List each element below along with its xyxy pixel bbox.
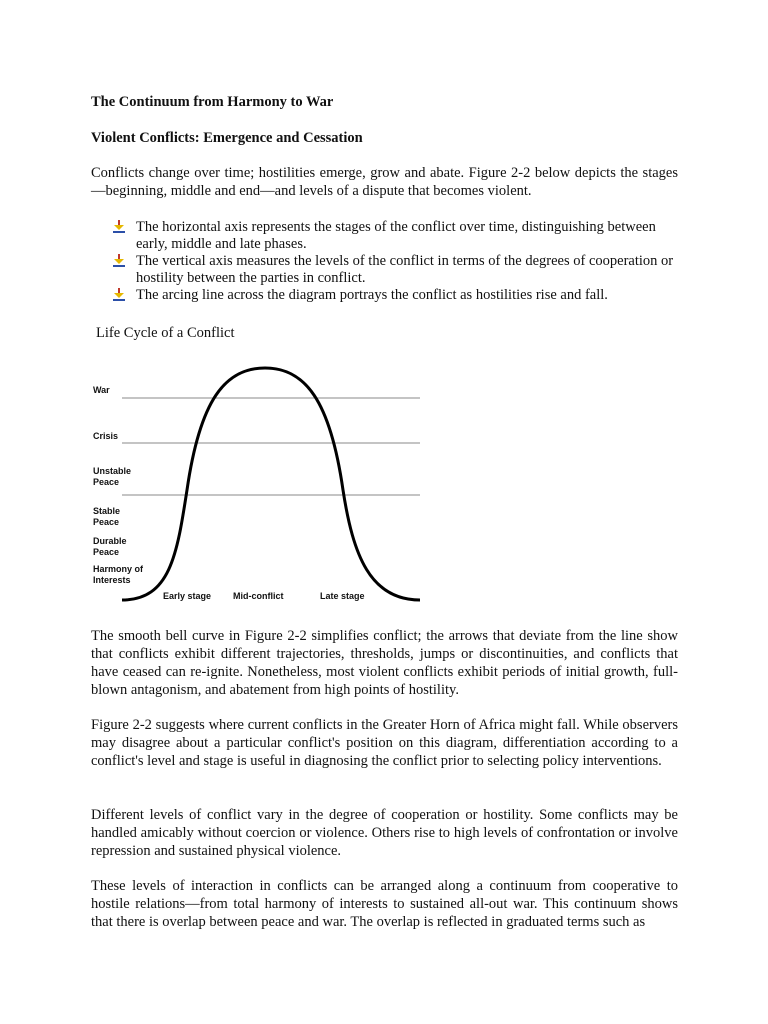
list-item xyxy=(112,287,678,304)
bullet-text: The vertical axis measures the levels of the conflict in terms of the degrees of cooperation or hostility between the parties in conflict. xyxy=(136,253,674,286)
stage-label-mid: Mid-conflict xyxy=(233,591,284,601)
level-label-durable-peace: Peace xyxy=(93,547,120,557)
conflict-lifecycle-diagram xyxy=(85,360,430,610)
list-item xyxy=(112,253,678,287)
paragraph-greater-horn: Figure 2-2 suggests where current conflicts in the Greater Horn of Africa might fall. While observers may disagree about a particular conflict's position on this diagram, differentiation according to a conflict's level and stage is useful in diagnosing the conflict prior to selecting policy interventions. xyxy=(91,717,678,769)
arrow-bullet-icon xyxy=(112,288,126,302)
paragraph-continuum: These levels of interaction in conflicts can be arranged along a continuum from cooperative to hostile relations—from total harmony of interests to sustained all-out war. This continuum shows that there is overlap between peace and war. The overlap is reflected in graduated terms such as xyxy=(91,878,678,930)
level-label-war: War xyxy=(93,385,110,395)
figure-title: Life Cycle of a Conflict xyxy=(96,325,235,341)
arrow-bullet-icon xyxy=(112,254,126,268)
conflict-bell-curve xyxy=(122,368,420,600)
stage-label-late: Late stage xyxy=(320,591,365,601)
level-label-stable-peace: Peace xyxy=(93,517,120,527)
level-label-interests: Interests xyxy=(93,575,131,585)
level-label-stable: Stable xyxy=(93,506,121,516)
section-subtitle: Violent Conflicts: Emergence and Cessation xyxy=(91,130,363,146)
level-label-harmony: Harmony of xyxy=(93,564,144,574)
bullet-text: The arcing line across the diagram portrays the conflict as hostilities rise and fall. xyxy=(136,287,608,303)
bullet-text: The horizontal axis represents the stages of the conflict over time, distinguishing between early, middle and late phases. xyxy=(136,219,656,252)
paragraph-bell-curve: The smooth bell curve in Figure 2-2 simplifies conflict; the arrows that deviate from the line show that conflicts exhibit different trajectories, thresholds, jumps or discontinuities, and conflicts that have ceased can re-ignite. Nonetheless, most violent conflicts exhibit periods of initial growth, full-blown antagonism, and abatement from high points of hostility. xyxy=(91,628,678,698)
list-item xyxy=(112,219,678,253)
level-label-unstable-peace: Peace xyxy=(93,477,120,487)
paragraph-levels: Different levels of conflict vary in the degree of cooperation or hostility. Some conflicts may be handled amicably without coercion or violence. Others rise to high levels of confrontation or involve repression and sustained physical violence. xyxy=(91,807,678,859)
intro-paragraph: Conflicts change over time; hostilities emerge, grow and abate. Figure 2-2 below depicts the stages—beginning, middle and end—and levels of a dispute that becomes violent. xyxy=(91,165,678,199)
bullet-list xyxy=(112,219,678,304)
level-label-crisis: Crisis xyxy=(93,431,119,441)
level-label-durable: Durable xyxy=(93,536,127,546)
stage-label-early: Early stage xyxy=(163,591,212,601)
level-label-unstable: Unstable xyxy=(93,466,132,476)
arrow-bullet-icon xyxy=(112,220,126,234)
document-title: The Continuum from Harmony to War xyxy=(91,94,334,110)
